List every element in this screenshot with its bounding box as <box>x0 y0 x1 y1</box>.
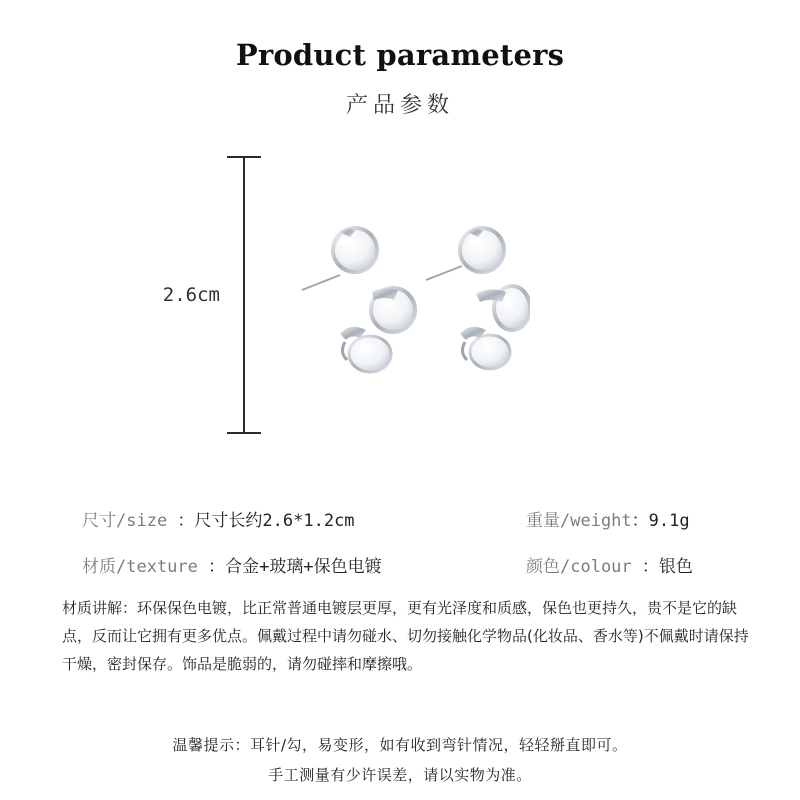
spec-colour <box>526 552 693 577</box>
page-title: Product parameters <box>235 38 565 72</box>
spec-size-value: ：尺寸长约2.6*1.2cm <box>177 511 355 531</box>
left-earring <box>302 228 415 372</box>
care-tip: 温馨提示：耳针/勾，易变形，如有收到弯针情况，轻轻掰直即可。 <box>172 736 628 754</box>
spec-weight <box>526 506 690 531</box>
earrings-product-image <box>300 222 530 382</box>
spec-colour-value: ：银色 <box>641 557 693 577</box>
dimension-label: 2.6cm <box>162 284 220 306</box>
measurement-note: 手工测量有少许误差，请以实物为准。 <box>268 766 532 784</box>
spec-texture-value: ：合金+玻璃+保色电镀 <box>208 557 382 577</box>
ruler-bottom-cap <box>227 432 261 434</box>
right-earring <box>426 228 530 369</box>
page-subtitle: 产品参数 <box>345 93 454 118</box>
spec-size <box>82 506 355 531</box>
spec-colour-key: 颜色/colour <box>526 557 642 577</box>
spec-texture-key: 材质/texture <box>82 557 209 577</box>
material-description: 材质讲解：环保保色电镀，比正常普通电镀层更厚，更有光泽度和质感，保色也更持久，贵不是它的缺点，反而让它拥有更多优点。佩戴过程中请勿碰水、切勿接触化学物品(化妆品、香水等)不佩戴时请保持干燥，密封保存。饰品是脆弱的，请勿碰摔和摩擦哦。 <box>62 599 749 673</box>
spec-texture <box>82 552 382 577</box>
ruler-stem <box>243 156 245 434</box>
spec-size-key: 尺寸/size <box>82 511 178 531</box>
dimension-ruler <box>227 156 261 434</box>
spec-weight-value: ：9.1g <box>631 511 690 531</box>
spec-weight-key: 重量/weight <box>526 511 632 531</box>
